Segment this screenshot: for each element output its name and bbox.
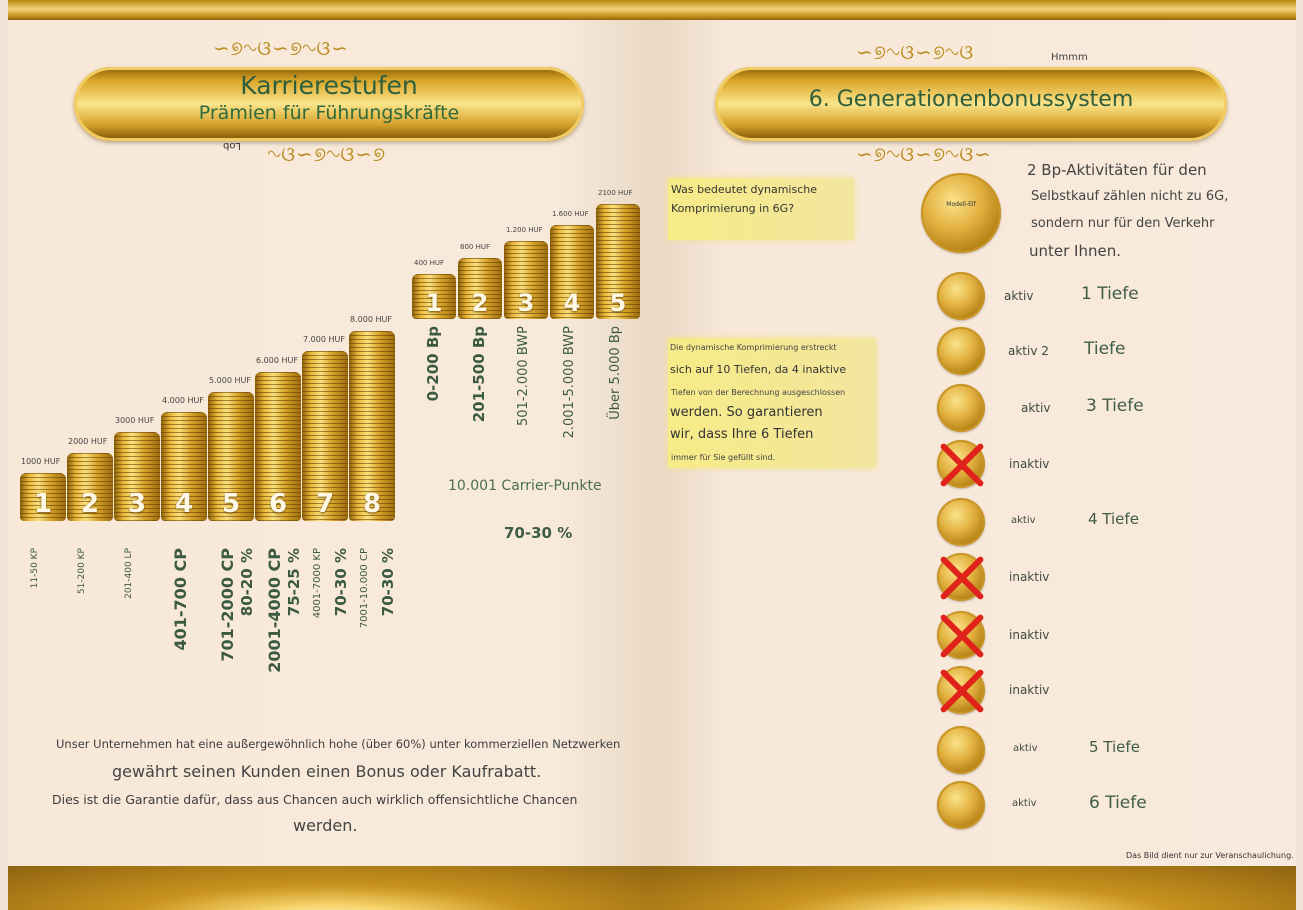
stack-number: 6 xyxy=(268,489,288,519)
coin-stack-8 xyxy=(349,331,395,521)
depth-status: aktiv xyxy=(1021,401,1051,415)
carrier-points: 10.001 Carrier-Punkte xyxy=(448,478,602,494)
depth-coin xyxy=(937,498,985,546)
hmmm-text: Hmmm xyxy=(1051,52,1088,63)
answer-line-3: Tiefen von der Berechnung ausgeschlossen xyxy=(671,388,846,397)
mirrored-text: Lob xyxy=(223,140,241,151)
depth-status: aktiv xyxy=(1011,515,1036,526)
answer-line-1: Die dynamische Komprimierung erstreckt xyxy=(670,343,837,352)
stack-number: 1 xyxy=(425,288,443,317)
depth-status: inaktiv xyxy=(1009,628,1050,642)
coin-stack-1 xyxy=(20,473,66,521)
depth-status: aktiv xyxy=(1012,798,1037,809)
level-label: 51-200 KP xyxy=(77,548,87,595)
bp-coin-stack-4 xyxy=(550,225,594,319)
price-label: 1.600 HUF xyxy=(552,209,589,218)
stack-number: 8 xyxy=(362,489,382,519)
info-line-3: sondern nur für den Verkehr xyxy=(1031,216,1215,231)
stack-number: 5 xyxy=(221,489,241,519)
level-label: 201-400 LP xyxy=(124,548,134,599)
info-line-4: unter Ihnen. xyxy=(1029,242,1121,260)
depth-status: aktiv xyxy=(1013,743,1038,754)
coin-stack-6 xyxy=(255,372,301,522)
depth-status: inaktiv xyxy=(1009,683,1050,697)
depth-label: Tiefe xyxy=(1084,339,1126,359)
level-label: 75-25 % xyxy=(285,548,303,617)
inactive-cross-icon xyxy=(935,664,989,718)
page-title: Karrierestufen xyxy=(240,71,418,100)
bp-coin-stack-3 xyxy=(504,241,548,319)
depth-coin xyxy=(937,327,985,375)
price-label: 400 HUF xyxy=(414,259,444,268)
level-label: 401-700 CP xyxy=(171,548,190,651)
price-label: 3000 HUF xyxy=(115,416,155,426)
price-label: 7.000 HUF xyxy=(303,335,345,345)
inactive-cross-icon xyxy=(935,438,989,492)
stack-number: 7 xyxy=(315,489,335,519)
stack-number: 5 xyxy=(609,289,627,317)
level-label: 7001-10.000 CP xyxy=(359,548,370,629)
title-banner xyxy=(74,67,584,141)
bottom-gold-band xyxy=(8,866,651,910)
top-gold-band-right xyxy=(651,0,1296,20)
stack-number: 3 xyxy=(517,288,535,317)
level-label: 701-2000 CP xyxy=(218,548,237,662)
top-ornament: ∽୭∿ଓ∽୭∿ଓ∽ xyxy=(213,36,349,60)
right-page xyxy=(651,0,1296,910)
bottom-ornament-right: ∽୭∿ଓ∽୭∿ଓ∽ xyxy=(856,142,992,166)
bp-level-label: 0-200 Bp xyxy=(424,326,442,402)
inactive-cross-icon xyxy=(935,551,989,605)
depth-status: aktiv xyxy=(1004,289,1034,303)
price-label: 5.000 HUF xyxy=(209,375,251,385)
disclaimer: Das Bild dient nur zur Veranschaulichung. xyxy=(1126,851,1294,860)
level-label: 70-30 % xyxy=(332,548,350,617)
depth-coin xyxy=(937,781,985,829)
inactive-cross-icon xyxy=(935,609,989,663)
stack-number: 4 xyxy=(174,489,194,519)
bp-coin-stack-1 xyxy=(412,274,456,319)
footer-line-1: Unser Unternehmen hat eine außergewöhnlich hohe (über 60%) unter kommerziellen Netzwerken xyxy=(56,737,621,751)
level-label: 2001-4000 CP xyxy=(265,548,284,673)
price-label: 1.200 HUF xyxy=(506,226,543,235)
depth-status: inaktiv xyxy=(1009,457,1050,471)
depth-coin xyxy=(937,384,985,432)
coin-stack-5 xyxy=(208,392,254,521)
answer-line-4: werden. So garantieren xyxy=(670,405,823,420)
question-text: Was bedeutet dynamische Komprimierung in 6G? xyxy=(671,183,817,215)
stack-number: 2 xyxy=(471,288,489,317)
depth-coin xyxy=(937,272,985,320)
page-title-right: 6. Generationenbonussystem xyxy=(808,87,1134,112)
price-label: 1000 HUF xyxy=(21,456,61,466)
bp-level-label: 2.001-5.000 BWP xyxy=(562,326,577,439)
model-coin xyxy=(921,173,1001,253)
top-ornament-right: ∽୭∿ଓ∽୭∿ଓ xyxy=(856,40,975,64)
bp-level-label: 201-500 Bp xyxy=(470,326,488,423)
top-gold-band xyxy=(8,0,651,20)
stack-number: 2 xyxy=(80,489,100,519)
footer-line-3: Dies ist die Garantie dafür, dass aus Chancen auch wirklich offensichtliche Chancen xyxy=(52,792,578,807)
title-banner-right xyxy=(715,67,1227,141)
level-label: 11-50 KP xyxy=(30,548,40,589)
price-label: 6.000 HUF xyxy=(256,355,298,365)
depth-label: 6 Tiefe xyxy=(1089,793,1147,813)
price-label: 4.000 HUF xyxy=(162,396,204,405)
level-label: 70-30 % xyxy=(379,548,397,617)
answer-line-2: sich auf 10 Tiefen, da 4 inaktive xyxy=(670,363,847,376)
bp-coin-stack-5 xyxy=(596,204,640,319)
price-label: 8.000 HUF xyxy=(350,315,392,324)
bp-coin-stack-2 xyxy=(458,258,502,319)
question-note xyxy=(668,178,854,240)
coin-stack-7 xyxy=(302,351,348,521)
depth-label: 5 Tiefe xyxy=(1089,738,1140,756)
depth-label: 3 Tiefe xyxy=(1086,396,1144,416)
bp-level-label: 501-2.000 BWP xyxy=(516,326,531,427)
depth-label: 4 Tiefe xyxy=(1088,510,1139,528)
stack-number: 4 xyxy=(563,288,581,317)
answer-line-5: wir, dass Ihre 6 Tiefen xyxy=(670,427,814,442)
coin-stack-4 xyxy=(161,412,207,521)
level-label: 4001-7000 KP xyxy=(312,548,323,619)
carrier-ratio: 70-30 % xyxy=(504,524,573,542)
bottom-ornament: ∿ଓ∽୭∿ଓ∽୭ xyxy=(268,142,387,166)
coin-stack-3 xyxy=(114,432,160,521)
footer-line-2: gewährt seinen Kunden einen Bonus oder Kaufrabatt. xyxy=(112,762,542,781)
model-coin-label: Modell-Elf xyxy=(946,201,976,208)
coin-stack-2 xyxy=(67,453,113,522)
page-subtitle: Prämien für Führungskräfte xyxy=(198,102,460,124)
info-line-2: Selbstkauf zählen nicht zu 6G, xyxy=(1031,189,1229,204)
stack-number: 1 xyxy=(33,489,53,519)
answer-line-6: immer für Sie gefüllt sind. xyxy=(671,453,776,462)
depth-coin xyxy=(937,726,985,774)
bottom-gold-band-right xyxy=(651,866,1296,910)
depth-status: aktiv 2 xyxy=(1008,344,1049,358)
depth-label: 1 Tiefe xyxy=(1081,284,1139,304)
price-label: 2100 HUF xyxy=(598,189,633,197)
info-line-1: 2 Bp-Aktivitäten für den xyxy=(1027,161,1207,179)
bp-level-label: Über 5.000 Bp xyxy=(608,326,623,420)
answer-note xyxy=(668,338,876,468)
left-page xyxy=(8,0,651,910)
stack-number: 3 xyxy=(127,489,147,519)
footer-line-4: werden. xyxy=(293,816,358,835)
price-label: 800 HUF xyxy=(460,242,490,251)
price-label: 2000 HUF xyxy=(68,436,108,446)
level-label: 80-20 % xyxy=(238,548,256,617)
depth-status: inaktiv xyxy=(1009,570,1050,584)
